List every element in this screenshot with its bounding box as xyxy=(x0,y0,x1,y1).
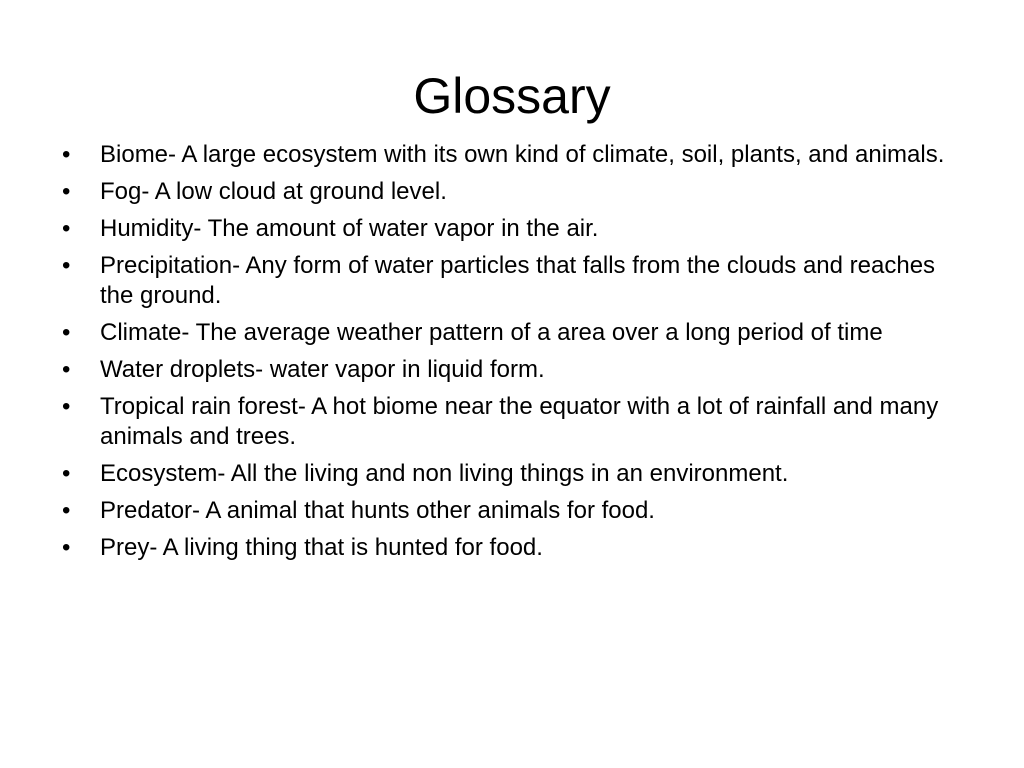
slide-title: Glossary xyxy=(413,68,611,124)
bullet-icon: • xyxy=(62,497,71,524)
bullet-icon: • xyxy=(62,534,71,561)
glossary-item-text: Fog- A low cloud at ground level. xyxy=(100,178,447,205)
bullet-icon: • xyxy=(62,141,71,168)
glossary-item-text: Water droplets- water vapor in liquid form. xyxy=(100,356,545,383)
bullet-icon: • xyxy=(62,393,71,420)
glossary-item-tropical-rain-forest xyxy=(62,392,967,452)
glossary-item-text: Humidity- The amount of water vapor in the air. xyxy=(100,215,599,242)
glossary-item-precipitation xyxy=(62,251,967,311)
glossary-item-humidity xyxy=(62,214,967,244)
glossary-item-text: Tropical rain forest- A hot biome near the equator with a lot of rainfall and many animals and trees. xyxy=(100,393,939,450)
bullet-icon: • xyxy=(62,319,71,346)
glossary-item-text: Predator- A animal that hunts other animals for food. xyxy=(100,497,655,524)
glossary-item-text: Precipitation- Any form of water particles that falls from the clouds and reaches the ground. xyxy=(100,252,936,309)
glossary-item-text: Biome- A large ecosystem with its own kind of climate, soil, plants, and animals. xyxy=(100,141,945,168)
bullet-icon: • xyxy=(62,252,71,279)
glossary-item-prey xyxy=(62,533,967,563)
glossary-item-text: Prey- A living thing that is hunted for food. xyxy=(100,534,543,561)
glossary-item-water-droplets xyxy=(62,355,967,385)
bullet-icon: • xyxy=(62,460,71,487)
glossary-item-text: Climate- The average weather pattern of a area over a long period of time xyxy=(100,319,883,346)
glossary-list xyxy=(62,140,967,570)
glossary-item-text: Ecosystem- All the living and non living things in an environment. xyxy=(100,460,789,487)
glossary-item-predator xyxy=(62,496,967,526)
glossary-item-ecosystem xyxy=(62,459,967,489)
glossary-item-climate xyxy=(62,318,967,348)
glossary-item-fog xyxy=(62,177,967,207)
bullet-icon: • xyxy=(62,178,71,205)
bullet-icon: • xyxy=(62,356,71,383)
bullet-icon: • xyxy=(62,215,71,242)
glossary-item-biome xyxy=(62,140,967,170)
